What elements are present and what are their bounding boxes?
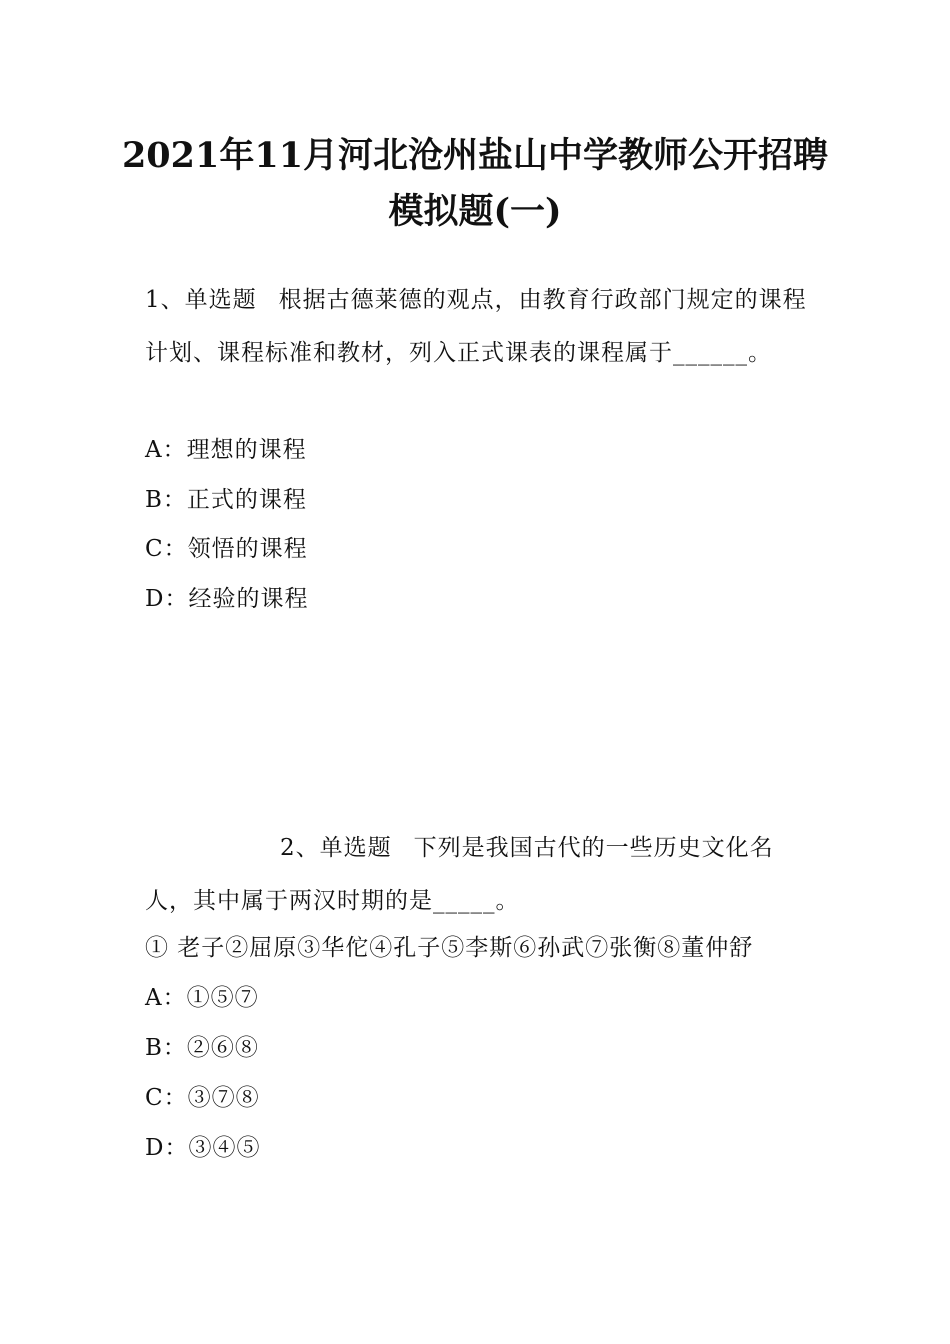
question-2-option-d: D：③④⑤	[145, 1135, 261, 1161]
question-2-type: 单选题	[319, 835, 392, 861]
question-1-number: 1、	[145, 287, 185, 313]
question-1-type: 单选题	[184, 287, 257, 313]
question-2-name-list: ① 老子②屈原③华佗④孔子⑤李斯⑥孙武⑦张衡⑧董仲舒	[145, 935, 754, 961]
question-1-option-c: C：领悟的课程	[145, 536, 308, 562]
question-2-number: 2、	[280, 835, 320, 861]
document-title: 2021年11月河北沧州盐山中学教师公开招聘模拟题(一)	[121, 135, 829, 232]
question-1-stem	[145, 274, 810, 380]
question-2-stem	[145, 822, 810, 928]
question-2-option-b: B：②⑥⑧	[145, 1035, 259, 1061]
question-2-text: 下列是我国古代的一些历史文化名人，其中属于两汉时期的是_____。	[145, 835, 774, 914]
question-2-option-c: C：③⑦⑧	[145, 1085, 260, 1111]
question-1-option-d: D：经验的课程	[145, 586, 309, 612]
question-1-text: 根据古德莱德的观点，由教育行政部门规定的课程计划、课程标准和教材，列入正式课表的课程属于______。	[145, 287, 807, 366]
question-1-option-b: B：正式的课程	[145, 487, 307, 513]
question-1-option-a: A：理想的课程	[145, 437, 307, 463]
question-2-option-a: A：①⑤⑦	[145, 985, 259, 1011]
